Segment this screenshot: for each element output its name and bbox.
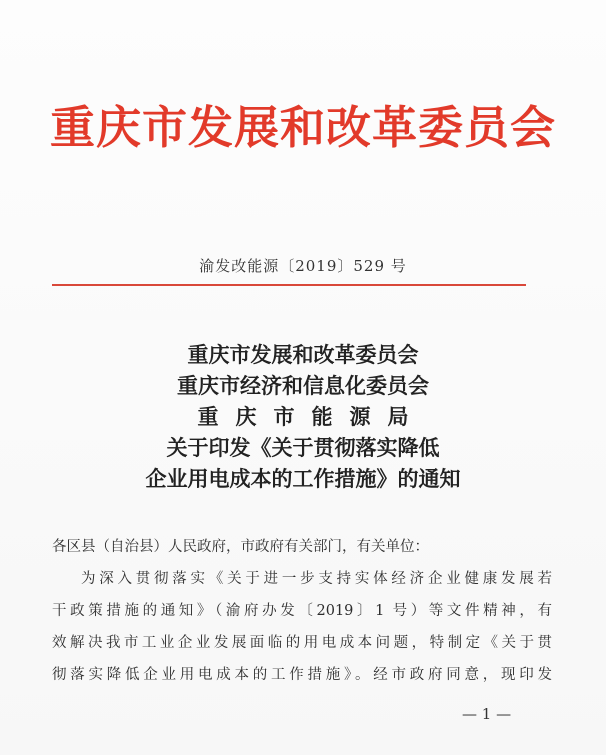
document-heading <box>0 340 606 495</box>
subject-line-1: 关于印发《关于贯彻落实降低 <box>166 436 440 460</box>
document-number: 渝发改能源〔2019〕529 号 <box>199 257 407 275</box>
red-divider-line <box>52 284 526 286</box>
body-line-1: 为深入贯彻落实《关于进一步支持实体经济企业健康发展若 <box>81 571 552 587</box>
body-line-3: 效解决我市工业企业发展面临的用电成本问题，特制定《关于贯 <box>52 635 552 651</box>
issuer-3: 重庆市能源局 <box>197 405 426 429</box>
addressee-line: 各区县（自治县）人民政府，市政府有关部门，有关单位： <box>52 539 429 555</box>
issuing-authority-header: 重庆市发展和改革委员会 <box>49 101 556 154</box>
issuer-2: 重庆市经济和信息化委员会 <box>177 374 429 398</box>
body-line-2: 干政策措施的通知》（渝府办发〔2019〕1 号）等文件精神，有 <box>52 603 552 619</box>
issuer-1: 重庆市发展和改革委员会 <box>187 343 419 367</box>
subject-line-2: 企业用电成本的工作措施》的通知 <box>145 467 461 491</box>
notice-body <box>52 531 552 691</box>
body-line-4: 彻落实降低企业用电成本的工作措施》。经市政府同意，现印发 <box>52 667 552 683</box>
page-number: — 1 — <box>462 705 512 723</box>
